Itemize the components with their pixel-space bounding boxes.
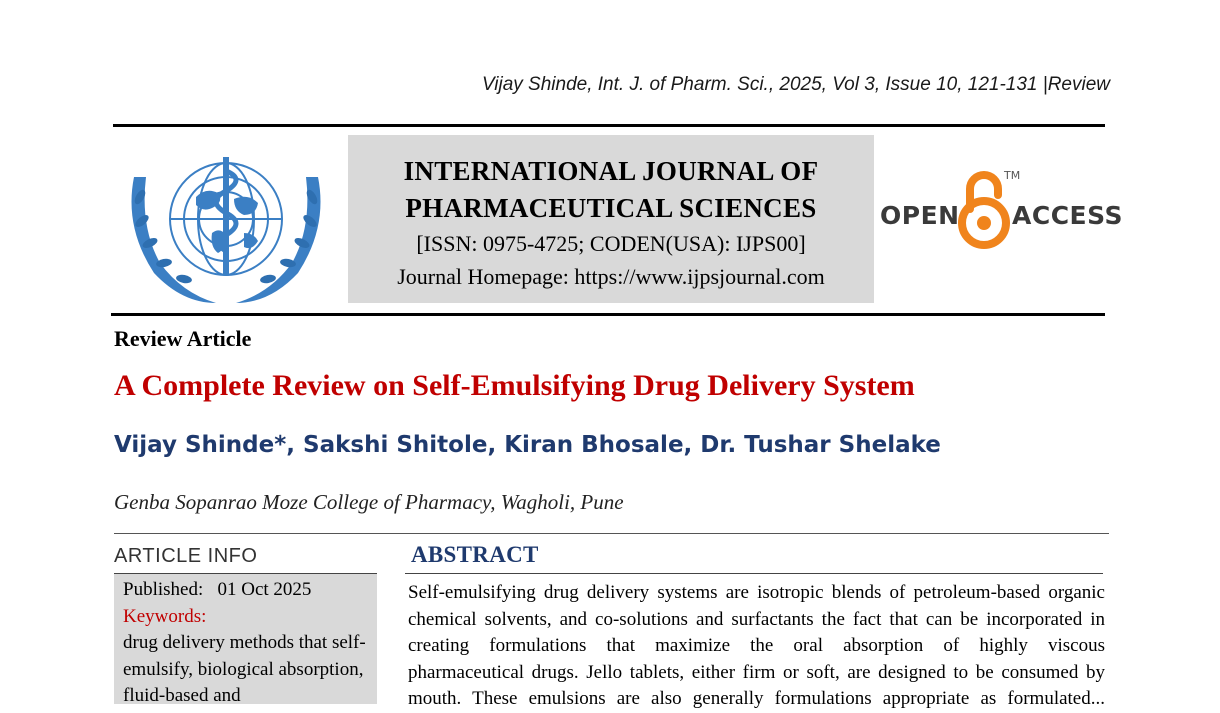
trademark-mark: TM bbox=[1004, 169, 1021, 182]
section-divider bbox=[114, 533, 1109, 534]
journal-homepage: Journal Homepage: https://www.ijpsjournal.com bbox=[397, 264, 825, 289]
article-info-heading: ARTICLE INFO bbox=[114, 545, 258, 567]
header-top-rule bbox=[113, 124, 1105, 127]
article-title: A Complete Review on Self-Emulsifying Drug Delivery System bbox=[114, 369, 915, 402]
abstract-line: Self-emulsifying drug delivery systems are isotropic blends of petroleum-based organic bbox=[408, 582, 1105, 603]
affiliation: Genba Sopanrao Moze College of Pharmacy, Wagholi, Pune bbox=[114, 490, 624, 514]
abstract-line: chemical solvents, and co-solutions and surfactants the fact that can be incorporated in bbox=[408, 608, 1105, 630]
article-type: Review Article bbox=[114, 326, 252, 351]
abstract-line: mouth. These emulsions are also generally formulations appropriate as formulated... bbox=[408, 688, 1105, 709]
keywords-label: Keywords: bbox=[123, 605, 207, 627]
abstract-heading: ABSTRACT bbox=[411, 542, 539, 567]
header-bottom-rule bbox=[111, 313, 1105, 316]
journal-name-line1: INTERNATIONAL JOURNAL OF bbox=[403, 156, 819, 186]
citation-line: Vijay Shinde, Int. J. of Pharm. Sci., 2025, Vol 3, Issue 10, 121-131 |Review bbox=[481, 74, 1110, 95]
abstract-line: creating formulations that maximize the oral absorption of highly viscous bbox=[408, 635, 1105, 656]
author-list: Vijay Shinde*, Sakshi Shitole, Kiran Bhosale, Dr. Tushar Shelake bbox=[114, 432, 941, 458]
open-access-right-text: ACCESS bbox=[1012, 201, 1124, 230]
journal-emblem-logo bbox=[126, 137, 326, 307]
article-info-box bbox=[114, 574, 377, 704]
open-access-logo bbox=[880, 165, 1124, 253]
open-access-left-text: OPEN bbox=[880, 201, 960, 230]
abstract-line: pharmaceutical drugs. Jello tablets, either firm or soft, are designed to be consumed by bbox=[408, 661, 1105, 683]
journal-name-line2: PHARMACEUTICAL SCIENCES bbox=[405, 193, 817, 223]
keywords-text: drug delivery methods that self-emulsify, biological absorption, fluid-based and bbox=[123, 632, 366, 704]
published-label: Published: bbox=[123, 579, 204, 600]
abstract-body bbox=[408, 580, 1105, 713]
abstract-rule bbox=[405, 573, 1103, 574]
published-row bbox=[123, 577, 368, 604]
issn-line: [ISSN: 0975-4725; CODEN(USA): IJPS00] bbox=[416, 231, 806, 256]
journal-header-box bbox=[348, 135, 874, 303]
published-date: 01 Oct 2025 bbox=[217, 579, 312, 600]
